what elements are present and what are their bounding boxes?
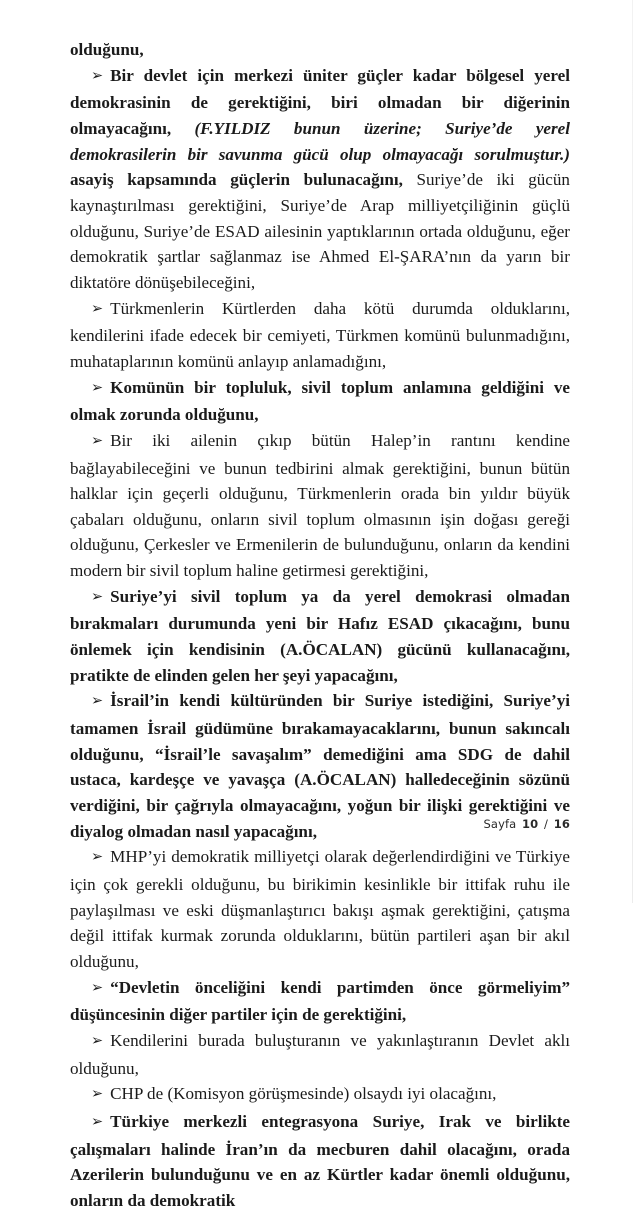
text-run: MHP’yi demokratik milliyetçi olarak değerlendirdiğini ve Türkiye için çok gerekli olduğunu, bu birikimin kesinlikle bir ittifak ruhu ile paylaşılması ve eski düşmanlaştırıcı bakışı aşmak gerektiğini, çatışma değil ittifak kurmak zorunda olduklarını, bütün partileri aşan bir akıl olduğunu, [70,847,570,971]
text-run: Türkmenlerin Kürtlerden daha kötü durumda olduklarını, kendilerini ifade edecek bir cemiyeti, Türkmen komünü bulunmadığını, muhataplarının komünü anlayıp anlamadığını, [70,298,570,371]
arrow-bullet-icon: ➢ [91,1086,104,1103]
text-run: “Devletin önceliğini kendi partimden önce görmeliyim” düşüncesinin diğer partiler için de gerektiğini, [70,977,570,1025]
bullet-paragraph [70,296,570,375]
page-footer [70,817,570,831]
arrow-bullet-icon: ➢ [91,693,104,710]
arrow-bullet-icon: ➢ [91,67,104,84]
bullet-paragraph [70,1109,570,1214]
arrow-bullet-icon: ➢ [91,849,104,866]
footer-separator: / [544,817,549,831]
bullet-paragraph [70,428,570,584]
text-run: asayiş kapsamında güçlerin bulunacağını, [70,170,403,190]
bullet-paragraph [70,1028,570,1081]
footer-total-pages: 16 [553,817,570,831]
bullet-paragraph [70,1081,570,1109]
bullet-paragraph [70,844,570,974]
bullet-paragraph [70,375,570,428]
text-run: Kendilerini burada buluşturanın ve yakınlaştıranın Devlet aklı olduğunu, [70,1030,570,1078]
arrow-bullet-icon: ➢ [91,588,104,605]
bullet-paragraph [70,584,570,689]
arrow-bullet-icon: ➢ [91,432,104,449]
text-run: Bir iki ailenin çıkıp bütün Halep’in rantını kendine bağlayabileceğini ve bunun tedbirini almak gerektiğini, bunun bütün halklar için geçerli olduğunu, Türkmenlerin orada bin yıldır büyük çabaları olduğunu, onların sivil toplum olmasının işin doğası gereği olduğunu, Çerkesler ve Ermenilerin de bulunduğunu, onların da kendini modern bir sivil toplum haline getirmesi gerektiğini, [70,430,570,581]
arrow-bullet-icon: ➢ [91,1032,104,1049]
document-text-column [70,37,570,1214]
bullet-paragraph [70,63,570,296]
text-run: Suriye’yi sivil toplum ya da yerel demokrasi olmadan bırakmaları durumunda yeni bir Hafız ESAD çıkacağını, bunu önlemek için kendisinin (A.ÖCALAN) gücünü kullanacağını, pratikte de elinden gelen her şeyi yapacağını, [70,586,570,685]
page-edge-shadow [632,0,633,903]
arrow-bullet-icon: ➢ [91,379,104,396]
arrow-bullet-icon: ➢ [91,1113,104,1130]
text-run: (F.YILDIZ bunun üzerine; Suriye’de yerel demokrasilerin bir savunma gücü olup olmayacağı sorulmuştur.) [70,118,570,164]
arrow-bullet-icon: ➢ [91,979,104,996]
text-run: olduğunu, [70,40,144,59]
text-run: CHP de (Komisyon görüşmesinde) olsaydı iyi olacağını, [110,1084,497,1104]
paragraph [70,37,570,63]
text-run: İsrail’in kendi kültüründen bir Suriye istediğini, Suriye’yi tamamen İsrail güdümüne bırakamayacaklarını, bunun sakıncalı olduğunu, “İsrail’le savaşalım” demediğini ama SDG de dahil ustaca, kardeşçe ve yavaşça (A.ÖCALAN) halledeceğinin sözünü verdiğini, bir çağrıyla olmayacağını, yoğun bir ilişki gerektiğini ve diyalog olmadan nasıl yapacağını, [70,691,570,841]
text-run: Suriye’de iki gücün kaynaştırılması gerektiğini, Suriye’de Arap milliyetçiliğinin güçlü olduğunu, Suriye’de ESAD ailesinin yaptıklarının ortada olduğunu, eğer demokratik şartlar sağlanmaz ise Ahmed El-ŞARA’nın da yarın bir diktatöre dönüşebileceğini, [70,170,570,292]
footer-current-page: 10 [522,817,539,831]
arrow-bullet-icon: ➢ [91,300,104,317]
text-run: Türkiye merkezli entegrasyona Suriye, Irak ve birlikte çalışmaları halinde İran’ın da mecburen dahil olacağını, orada Azerilerin bulunduğunu ve en az Kürtler kadar önemli olduğunu, onların da demokratik [70,1111,570,1210]
text-run: Komünün bir topluluk, sivil toplum anlamına geldiğini ve olmak zorunda olduğunu, [70,377,570,425]
bullet-paragraph [70,975,570,1028]
text-run: Bir devlet için merkezi üniter güçler kadar bölgesel yerel demokrasinin de gerektiğini, biri olmadan bir diğerinin olmayacağını, [70,65,570,138]
footer-label: Sayfa [483,817,517,831]
